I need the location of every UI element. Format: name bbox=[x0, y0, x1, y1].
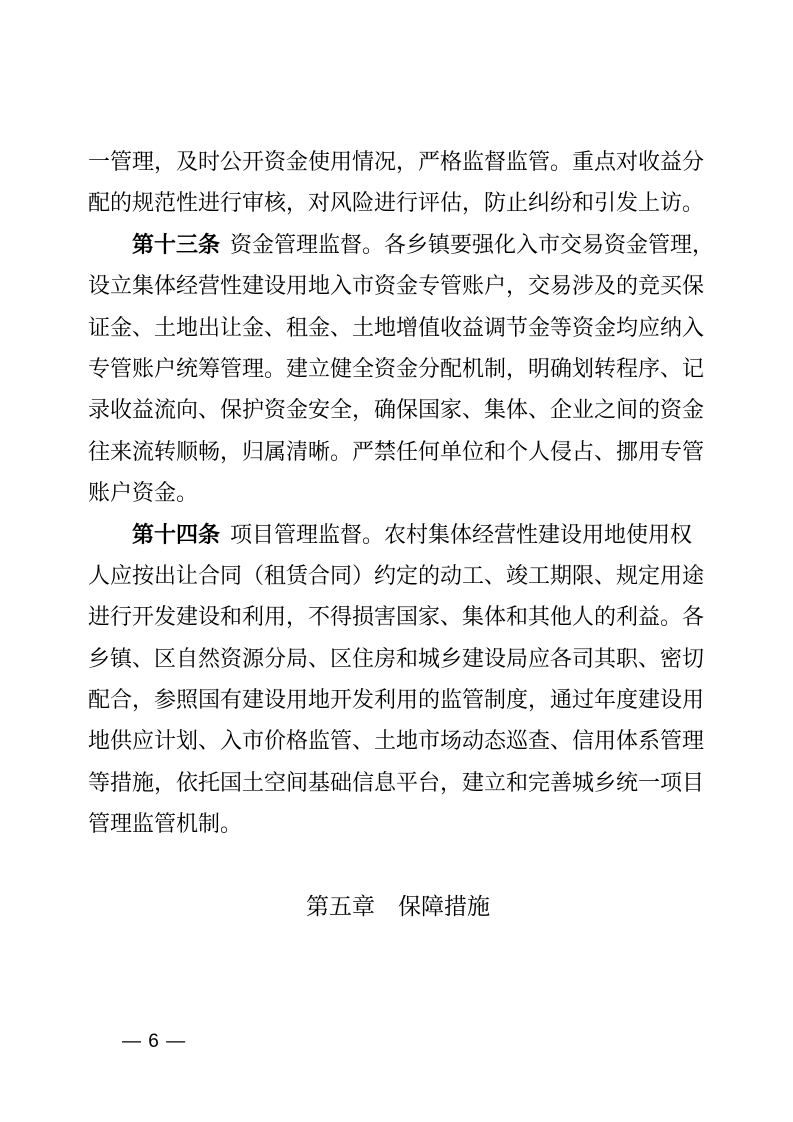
document-body bbox=[88, 141, 715, 845]
line-text: 管理监管机制。 bbox=[88, 811, 243, 837]
text-line bbox=[88, 762, 708, 803]
text-line bbox=[88, 141, 708, 182]
article-number: 第十三条 bbox=[132, 231, 221, 257]
line-text: 一管理，及时公开资金使用情况，严格监督监管。重点对收益分 bbox=[88, 149, 705, 174]
line-text: 进行开发建设和利用，不得损害国家、集体和其他人的利益。各 bbox=[88, 604, 705, 630]
line-text: 资金管理监督。各乡镇要强化入市交易资金管理， bbox=[230, 231, 715, 257]
line-text: 项目管理监督。农村集体经营性建设用地使用权 bbox=[230, 521, 693, 547]
line-text: 专管账户统筹管理。建立健全资金分配机制，明确划转程序、记 bbox=[88, 355, 705, 381]
text-line bbox=[88, 182, 708, 223]
line-text: 乡镇、区自然资源分局、区住房和城乡建设局应各司其职、密切 bbox=[88, 645, 705, 671]
text-line bbox=[88, 679, 708, 720]
line-text: 证金、土地出让金、租金、土地增值收益调节金等资金均应纳入 bbox=[88, 314, 705, 340]
text-line bbox=[88, 720, 708, 761]
text-line bbox=[88, 224, 715, 265]
text-line bbox=[88, 389, 708, 430]
article-number: 第十四条 bbox=[132, 521, 221, 547]
text-line bbox=[88, 348, 708, 389]
line-text: 设立集体经营性建设用地入市资金专管账户，交易涉及的竞买保 bbox=[88, 273, 705, 299]
text-line bbox=[88, 431, 708, 472]
text-line bbox=[88, 596, 708, 637]
line-text: 录收益流向、保护资金安全，确保国家、集体、企业之间的资金 bbox=[88, 397, 705, 423]
text-line bbox=[88, 265, 708, 306]
line-text: 账户资金。 bbox=[88, 480, 199, 506]
text-line bbox=[88, 803, 708, 844]
line-text: 往来流转顺畅，归属清晰。严禁任何单位和个人侵占、挪用专管 bbox=[88, 438, 705, 464]
chapter-heading: 第五章 保障措施 bbox=[306, 893, 490, 919]
line-text: 地供应计划、入市价格监管、土地市场动态巡查、信用体系管理 bbox=[88, 728, 705, 754]
text-line bbox=[88, 638, 708, 679]
line-text: 等措施，依托国土空间基础信息平台，建立和完善城乡统一项目 bbox=[88, 769, 705, 795]
line-text: 配合，参照国有建设用地开发利用的监管制度，通过年度建设用 bbox=[88, 687, 705, 713]
line-text: 人应按出让合同（租赁合同）约定的动工、竣工期限、规定用途 bbox=[88, 562, 705, 588]
text-line bbox=[88, 472, 708, 513]
text-line bbox=[88, 307, 708, 348]
page-number: — 6 — bbox=[122, 1031, 187, 1052]
text-line bbox=[88, 514, 708, 555]
line-text: 配的规范性进行审核，对风险进行评估，防止纠纷和引发上访。 bbox=[88, 190, 705, 216]
text-line bbox=[88, 555, 708, 596]
